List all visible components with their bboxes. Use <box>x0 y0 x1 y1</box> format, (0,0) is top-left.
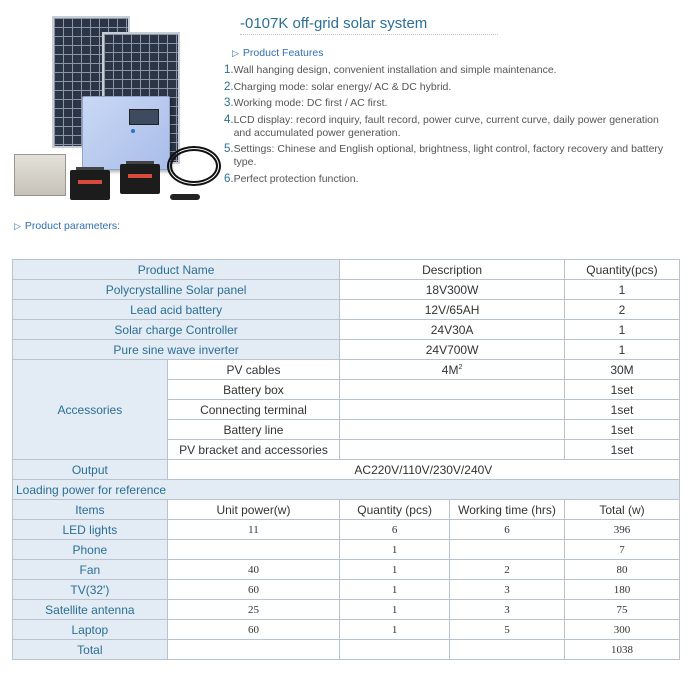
column-header-description: Description <box>340 260 565 280</box>
grand-total-cell: 1038 <box>564 640 679 660</box>
working-time-cell: 2 <box>449 560 564 580</box>
battery-graphic <box>120 164 160 194</box>
item-cell: LED lights <box>13 520 168 540</box>
quantity-cell: 1 <box>564 280 679 300</box>
product-name-cell: Polycrystalline Solar panel <box>13 280 340 300</box>
feature-number: 5. <box>224 143 234 155</box>
product-name-cell: Pure sine wave inverter <box>13 340 340 360</box>
feature-number: 2. <box>224 80 234 93</box>
total-cell: 80 <box>564 560 679 580</box>
table-header-row <box>13 260 680 280</box>
description-cell <box>340 420 565 440</box>
inverter-graphic <box>82 96 170 170</box>
feature-text: Wall hanging design, convenient installation and simple maintenance. <box>233 64 557 76</box>
params-heading-label: Product parameters: <box>24 220 121 232</box>
quantity-cell: 1 <box>340 620 450 640</box>
feature-text: LCD display: record inquiry, fault record, power curve, current curve, daily power generation and accumulated power generation. <box>233 113 659 139</box>
unit-power-cell: 60 <box>167 620 340 640</box>
connector-graphic <box>170 194 200 200</box>
feature-number: 4. <box>224 113 234 126</box>
column-header-quantity: Quantity(pcs) <box>564 260 679 280</box>
description-value: 4M <box>441 362 459 377</box>
quantity-cell: 30M <box>564 360 679 380</box>
triangle-icon: ▷ <box>14 221 21 231</box>
description-cell <box>340 360 565 380</box>
column-header-unit-power: Unit power(w) <box>167 500 340 520</box>
working-time-cell: 6 <box>449 520 564 540</box>
description-cell: 12V/65AH <box>340 300 565 320</box>
unit-power-cell: 25 <box>167 600 340 620</box>
features-heading-label: Product Features <box>242 47 324 59</box>
description-cell: 24V30A <box>340 320 565 340</box>
column-header-items: Items <box>13 500 168 520</box>
description-cell <box>340 400 565 420</box>
feature-text: Perfect protection function. <box>233 172 359 185</box>
table-row <box>13 560 680 580</box>
table-row <box>13 280 680 300</box>
table-row <box>13 600 680 620</box>
product-name-cell: Lead acid battery <box>13 300 340 320</box>
item-cell: TV(32') <box>13 580 168 600</box>
item-cell: Fan <box>13 560 168 580</box>
feature-item <box>224 97 664 110</box>
quantity-cell: 2 <box>564 300 679 320</box>
pv-cable-graphic <box>167 146 221 186</box>
description-cell: 18V300W <box>340 280 565 300</box>
unit-power-cell: 40 <box>167 560 340 580</box>
table-row <box>13 620 680 640</box>
quantity-cell: 6 <box>340 520 450 540</box>
quantity-cell: 1set <box>564 380 679 400</box>
quantity-cell: 1set <box>564 400 679 420</box>
quantity-cell: 1set <box>564 420 679 440</box>
table-row <box>13 540 680 560</box>
item-cell: Laptop <box>13 620 168 640</box>
table-row <box>13 360 680 380</box>
table-section-row <box>13 480 680 500</box>
accessory-name-cell: Connecting terminal <box>167 400 340 420</box>
working-time-cell: 3 <box>449 600 564 620</box>
feature-item <box>224 173 664 186</box>
quantity-cell: 1 <box>340 580 450 600</box>
accessory-name-cell: Battery box <box>167 380 340 400</box>
feature-number: 3. <box>224 97 234 109</box>
empty-cell <box>340 640 450 660</box>
total-cell: 75 <box>564 600 679 620</box>
feature-text: Charging mode: solar energy/ AC & DC hybrid. <box>233 80 452 93</box>
working-time-cell: 3 <box>449 580 564 600</box>
table-row <box>13 520 680 540</box>
working-time-cell <box>449 540 564 560</box>
unit-power-cell: 60 <box>167 580 340 600</box>
quantity-cell: 1 <box>564 340 679 360</box>
description-cell: 24V700W <box>340 340 565 360</box>
total-label-cell: Total <box>13 640 168 660</box>
feature-text: Settings: Chinese and English optional, brightness, light control, factory recovery and battery type. <box>233 143 664 168</box>
feature-item <box>224 143 664 169</box>
output-label-cell: Output <box>13 460 168 480</box>
accessory-name-cell: PV bracket and accessories <box>167 440 340 460</box>
features-heading <box>232 47 323 59</box>
table-row <box>13 340 680 360</box>
unit-power-cell: 11 <box>167 520 340 540</box>
accessory-name-cell: Battery line <box>167 420 340 440</box>
total-cell: 300 <box>564 620 679 640</box>
quantity-cell: 1 <box>340 560 450 580</box>
empty-cell <box>167 640 340 660</box>
description-cell <box>340 440 565 460</box>
feature-list <box>224 64 664 189</box>
title-divider <box>240 34 498 35</box>
feature-item <box>224 64 664 77</box>
feature-item <box>224 114 664 140</box>
table-row <box>13 300 680 320</box>
product-name-cell: Solar charge Controller <box>13 320 340 340</box>
unit-power-cell <box>167 540 340 560</box>
indicator-light-graphic <box>131 129 135 133</box>
battery-graphic <box>70 170 110 200</box>
column-header-total: Total (w) <box>564 500 679 520</box>
table-header-row <box>13 500 680 520</box>
quantity-cell: 1 <box>340 540 450 560</box>
working-time-cell: 5 <box>449 620 564 640</box>
table-row <box>13 320 680 340</box>
item-cell: Satellite antenna <box>13 600 168 620</box>
product-image <box>12 14 217 209</box>
total-cell: 180 <box>564 580 679 600</box>
empty-cell <box>449 640 564 660</box>
params-heading <box>14 220 120 232</box>
parameters-table <box>12 259 680 660</box>
page-title: -0107K off-grid solar system <box>240 15 428 32</box>
quantity-cell: 1 <box>340 600 450 620</box>
output-value-cell: AC220V/110V/230V/240V <box>167 460 679 480</box>
table-row <box>13 580 680 600</box>
total-cell: 396 <box>564 520 679 540</box>
description-cell <box>340 380 565 400</box>
feature-text: Working mode: DC first / AC first. <box>233 97 388 109</box>
table-total-row <box>13 640 680 660</box>
accessory-name-cell: PV cables <box>167 360 340 380</box>
column-header-product-name: Product Name <box>13 260 340 280</box>
loading-power-title: Loading power for reference <box>13 480 680 500</box>
column-header-quantity: Quantity (pcs) <box>340 500 450 520</box>
feature-number: 1. <box>224 64 234 76</box>
quantity-cell: 1 <box>564 320 679 340</box>
accessories-label-cell: Accessories <box>13 360 168 460</box>
total-cell: 7 <box>564 540 679 560</box>
battery-box-graphic <box>14 154 66 196</box>
superscript: 2 <box>458 363 463 371</box>
table-row <box>13 460 680 480</box>
feature-number: 6. <box>224 172 234 185</box>
item-cell: Phone <box>13 540 168 560</box>
triangle-icon: ▷ <box>232 48 239 58</box>
feature-item <box>224 81 664 94</box>
quantity-cell: 1set <box>564 440 679 460</box>
column-header-working-time: Working time (hrs) <box>449 500 564 520</box>
lcd-screen-graphic <box>129 109 159 125</box>
